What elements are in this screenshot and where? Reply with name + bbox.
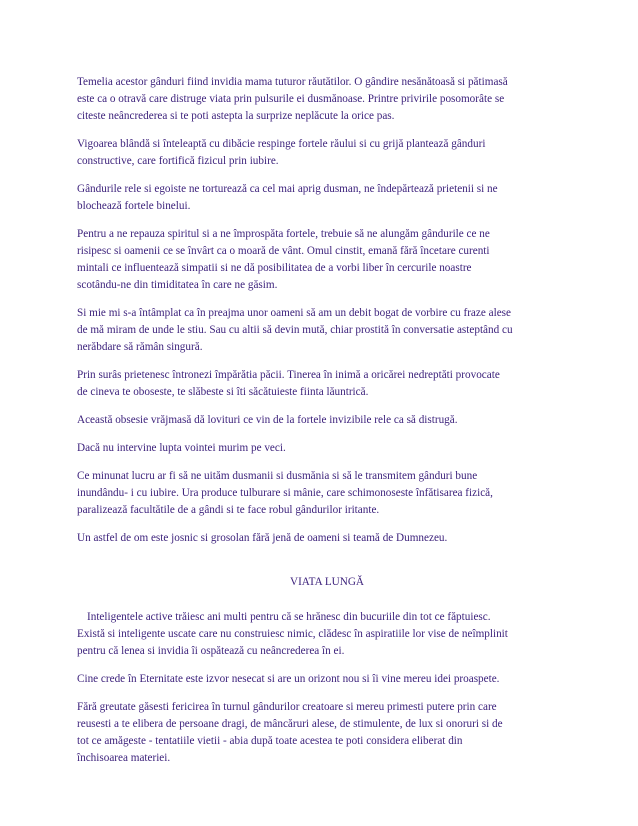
text-line: este ca o otravă care distruge viata prin pulsurile ei dusmănoase. Printre privirile posomorâte se (77, 93, 505, 105)
text-line: Temelia acestor gânduri fiind invidia mama tuturor răutătilor. O gândire nesănătoasă si pătimasă (77, 76, 508, 88)
text-line: Această obsesie vrăjmasă dă lovituri ce vin de la fortele invizibile rele ca să distrugă. (77, 414, 458, 426)
text-line: Dacă nu intervine lupta vointei murim pe veci. (77, 442, 286, 454)
text-line: constructive, care fortifică fizicul prin iubire. (77, 155, 279, 167)
text-line: Gândurile rele si egoiste ne torturează ca cel mai aprig dusman, ne îndepărtează prietenii si ne (77, 183, 498, 195)
text-line: închisoarea materiei. (77, 752, 171, 764)
text-line: mintali ce influentează simpatii si ne dă posibilitatea de a vorbi liber în cercurile noastre (77, 262, 472, 274)
paragraph (77, 468, 577, 519)
text-line: nerăbdare să rămân singură. (77, 341, 203, 353)
section-title: VIATA LUNGĂ (290, 576, 364, 588)
text-line: Inteligentele active trăiesc ani multi pentru că se hrănesc din bucuriile din tot ce făptuiesc. (87, 611, 491, 623)
text-line: scotându-ne din timiditatea în care ne găsim. (77, 279, 278, 291)
text-line: Fără greutate găsesti fericirea în turnul gândurilor creatoare si mereu primesti putere prin care (77, 701, 497, 713)
paragraph (77, 305, 577, 356)
text-line: de mă miram de unde le stiu. Sau cu altii să devin mută, chiar prostită în conversatie asteptând cu (77, 324, 513, 336)
text-line: Există si inteligente uscate care nu construiesc nimic, clădesc în aspiratiile lor vise de neîmplinit (77, 628, 508, 640)
paragraph (77, 412, 577, 429)
paragraph (77, 181, 577, 215)
text-line: Prin surâs prietenesc întronezi împărătia păcii. Tinerea în inimă a oricărei nedreptăti provocate (77, 369, 500, 381)
paragraph (77, 699, 577, 767)
paragraph (77, 671, 577, 688)
text-line: Un astfel de om este josnic si grosolan fără jenă de oameni si teamă de Dumnezeu. (77, 532, 448, 544)
paragraph (77, 440, 577, 457)
text-line: Si mie mi s-a întâmplat ca în preajma unor oameni să am un debit bogat de vorbire cu fraze alese (77, 307, 511, 319)
document-page (77, 74, 577, 778)
paragraph (77, 74, 577, 125)
text-line: pentru că lenea si invidia îi ospătează cu neâncrederea în ei. (77, 645, 345, 657)
paragraph (77, 530, 577, 547)
text-line: reusesti a te elibera de persoane dragi, de mâncăruri alese, de stimulente, de lux si onoruri si de (77, 718, 503, 730)
text-line: blochează fortele binelui. (77, 200, 191, 212)
text-line: paralizează facultătile de a gândi si te face robul gândurilor iritante. (77, 504, 380, 516)
paragraph (77, 226, 577, 294)
paragraph (77, 609, 577, 660)
paragraph (77, 367, 577, 401)
text-line: de cineva te oboseste, te slăbeste si îti săcătuieste fiinta lăuntrică. (77, 386, 369, 398)
text-line: Vigoarea blândă si înteleaptă cu dibăcie respinge fortele răului si cu grijă plantează gânduri (77, 138, 486, 150)
text-line: Pentru a ne repauza spiritul si a ne împrospăta fortele, trebuie să ne alungăm gândurile ce ne (77, 228, 490, 240)
text-line: risipesc si oamenii ce se învârt ca o moară de vânt. Omul cinstit, emană fără încetare curenti (77, 245, 490, 257)
text-line: tot ce amăgeste - tentatiile vietii - abia după toate acestea te poti considera eliberat din (77, 735, 463, 747)
text-line: Ce minunat lucru ar fi să ne uităm dusmanii si dusmănia si să le transmitem gânduri bune (77, 470, 478, 482)
text-line: citeste neâncrederea si te poti astepta la surprize neplăcute la orice pas. (77, 110, 395, 122)
text-line: Cine crede în Eternitate este izvor nesecat si are un orizont nou si îi vine mereu idei proaspete. (77, 673, 500, 685)
paragraph (77, 136, 577, 170)
text-line: inundându- i cu iubire. Ura produce tulburare si mânie, care schimonoseste înfătisarea fizică, (77, 487, 493, 499)
